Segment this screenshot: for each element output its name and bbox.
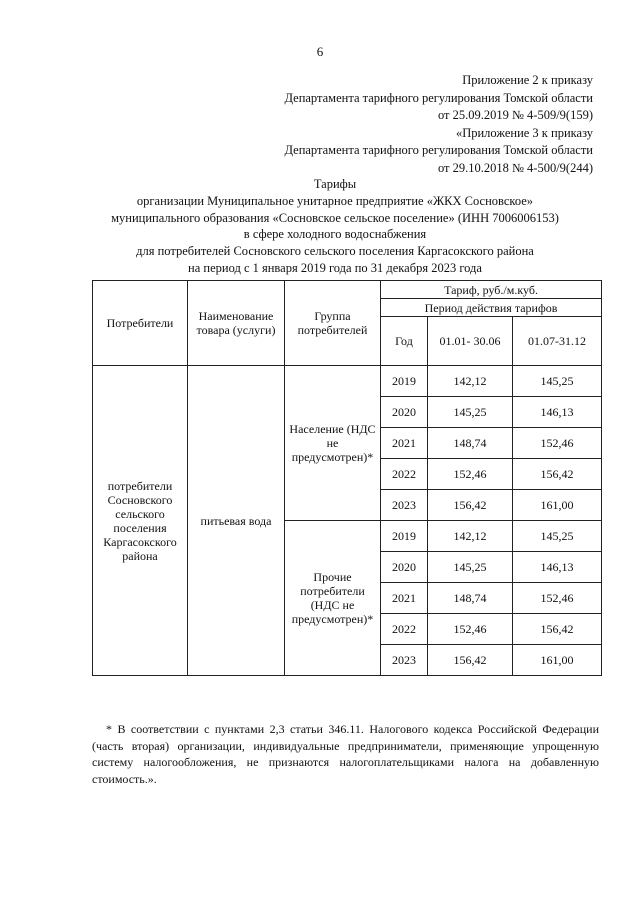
tariff-first-half-cell: 148,74 [428, 428, 513, 459]
appendix-line: Приложение 2 к приказу [462, 73, 593, 87]
tariff-first-half-cell: 152,46 [428, 614, 513, 645]
table-row [93, 366, 602, 397]
year-cell: 2021 [381, 428, 428, 459]
tariff-first-half-cell: 148,74 [428, 583, 513, 614]
product-cell: питьевая вода [188, 366, 285, 676]
group-cell: Население (НДС не предусмотрен)* [285, 366, 381, 521]
tariff-second-half-cell: 161,00 [513, 645, 602, 676]
tariff-first-half-cell: 142,12 [428, 366, 513, 397]
title-line: для потребителей Сосновского сельского поселения Каргасокского района [136, 244, 534, 259]
year-cell: 2020 [381, 397, 428, 428]
year-cell: 2022 [381, 459, 428, 490]
tariff-second-half-cell: 146,13 [513, 552, 602, 583]
year-cell: 2023 [381, 490, 428, 521]
tariff-second-half-cell: 146,13 [513, 397, 602, 428]
tariff-first-half-cell: 142,12 [428, 521, 513, 552]
appendix-line: Департамента тарифного регулирования Томской области [284, 90, 593, 105]
tariff-first-half-cell: 152,46 [428, 459, 513, 490]
appendix-line: от 25.09.2019 № 4-509/9(159) [437, 108, 593, 122]
header-second-half: 01.07-31.12 [513, 317, 602, 366]
document-title [0, 176, 640, 277]
header-year: Год [381, 317, 428, 366]
tariff-first-half-cell: 156,42 [428, 490, 513, 521]
tariff-first-half-cell: 145,25 [428, 397, 513, 428]
title-line: в сфере холодного водоснабжения [243, 227, 427, 242]
tariff-first-half-cell: 156,42 [428, 645, 513, 676]
header-consumers: Потребители [93, 281, 188, 366]
appendix-line: от 29.10.2018 № 4-500/9(244) [437, 160, 593, 175]
header-product: Наименование товара (услуги) [188, 281, 285, 366]
tariff-second-half-cell: 145,25 [513, 366, 602, 397]
tariff-second-half-cell: 152,46 [513, 428, 602, 459]
header-tariff: Тариф, руб./м.куб. [381, 281, 602, 299]
header-group: Группа потребителей [285, 281, 381, 366]
year-cell: 2020 [381, 552, 428, 583]
year-cell: 2021 [381, 583, 428, 614]
group-cell: Прочие потребители (НДС не предусмотрен)* [285, 521, 381, 676]
year-cell: 2019 [381, 366, 428, 397]
title-line: на период с 1 января 2019 года по 31 декабря 2023 года [188, 260, 482, 275]
year-cell: 2022 [381, 614, 428, 645]
year-cell: 2023 [381, 645, 428, 676]
title-line: организации Муниципальное унитарное предприятие «ЖКХ Сосновское» [136, 193, 534, 208]
consumer-cell: потребители Сосновского сельского поселения Каргасокского района [93, 366, 188, 676]
tariff-second-half-cell: 156,42 [513, 614, 602, 645]
tariff-second-half-cell: 152,46 [513, 583, 602, 614]
title-line: муниципального образования «Сосновское сельское поселение» (ИНН 7006006153) [111, 210, 559, 225]
tariff-second-half-cell: 161,00 [513, 490, 602, 521]
title-line: Тарифы [313, 177, 357, 191]
tariff-second-half-cell: 156,42 [513, 459, 602, 490]
tariff-first-half-cell: 145,25 [428, 552, 513, 583]
appendix-line: Департамента тарифного регулирования Томской области [284, 143, 593, 157]
header-period: Период действия тарифов [381, 299, 602, 317]
page-number: 6 [316, 44, 324, 59]
footnote: * В соответствии с пунктами 2,3 статьи 346.11. Налогового кодекса Российской Федерации (часть вторая) организации, индивидуальные предприниматели, применяющие упрощенную систему налогообложения, не признаются налогоплательщиками налога на добавленную стоимость.». [92, 722, 599, 786]
year-cell: 2019 [381, 521, 428, 552]
appendix-line: «Приложение 3 к приказу [455, 125, 593, 140]
header-first-half: 01.01- 30.06 [428, 317, 513, 366]
appendix-reference [284, 72, 593, 177]
tariff-table [92, 280, 602, 676]
tariff-second-half-cell: 145,25 [513, 521, 602, 552]
